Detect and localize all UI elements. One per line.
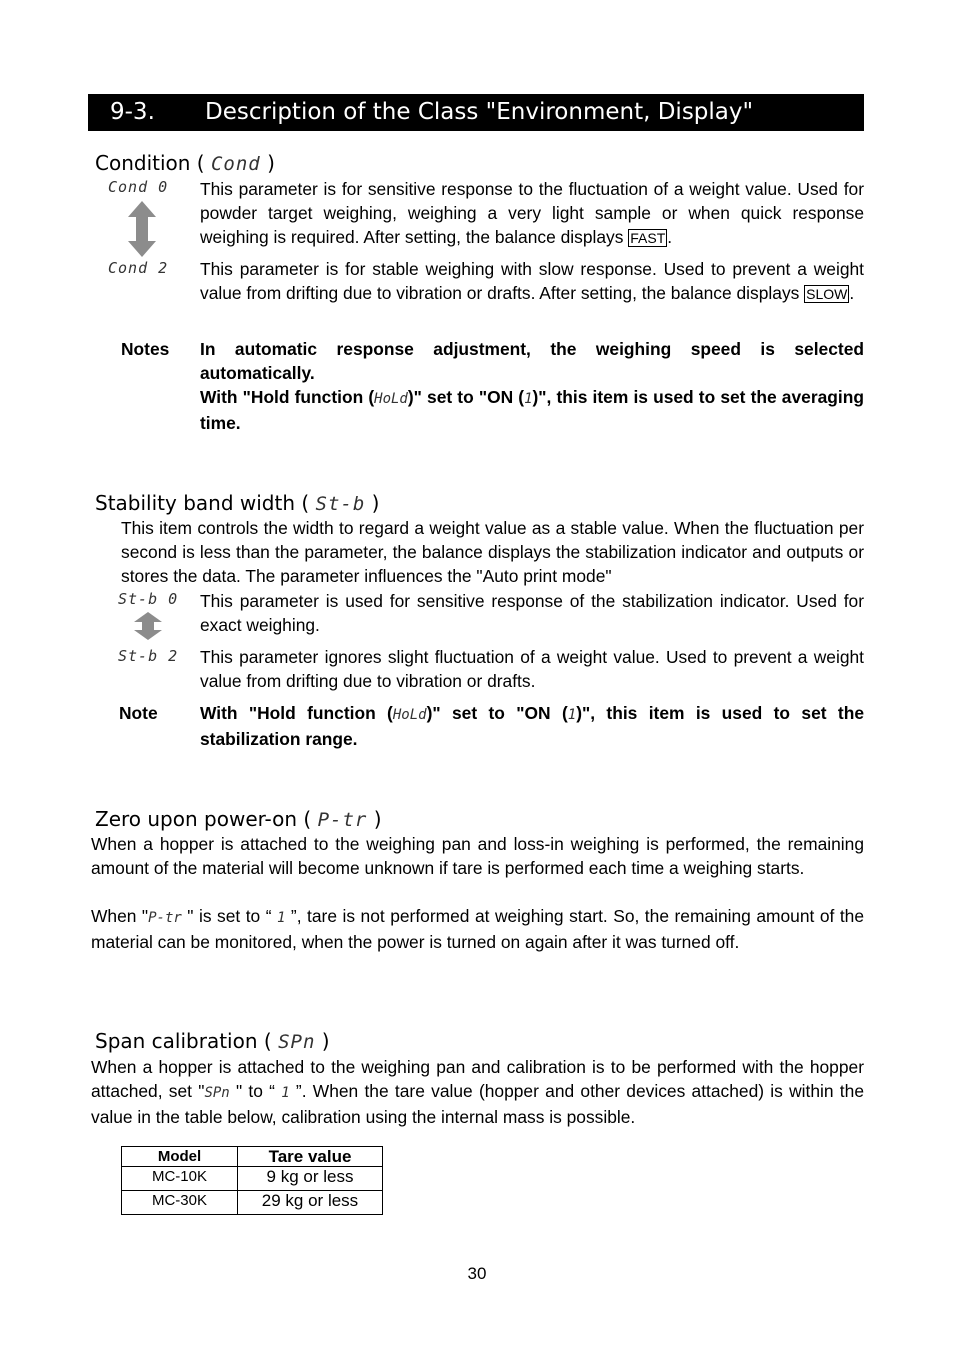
section-title: Description of the Class "Environment, Display" [205,99,754,125]
span-heading: Span calibration ( SPn ) [95,1029,330,1053]
span-paragraph: When a hopper is attached to the weighing pan and calibration is to be performed with the hopper attached, set "SPn " to “ 1 ”. When the tare value (hopper and other devices attached) is within the value in the table below, calibration using the internal mass is possible. [91,1057,864,1127]
span-code: SPn [278,1031,316,1053]
notes-text: In automatic response adjustment, the weighing speed is selected automatically. With "Hold function (HoLd)" set to "ON (1)", this item is used to set the averaging time. [200,339,864,433]
stability-code: St-b [315,493,366,515]
table-row [122,1167,383,1191]
cell-model: MC-30K [122,1191,238,1215]
zero-paragraph-1: When a hopper is attached to the weighing pan and loss-in weighing is performed, the remaining amount of the material will become unknown if tare is performed each time a weighing starts. [91,834,864,878]
on-code: 1 [567,707,577,723]
cond-0-description: This parameter is for sensitive response to the fluctuation of a weight value. Used for powder target weighing, weighing a very light sample or when quick response weighing is required. After setting, the balance displays FAST . [200,179,864,247]
condition-heading: Condition ( Cond ) [95,151,275,175]
table-row [122,1191,383,1215]
cond-2-label: Cond 2 [108,259,169,277]
hold-code: HoLd [392,707,427,723]
double-arrow-icon [132,612,164,640]
zero-code: P-tr [317,809,368,831]
cell-model: MC-10K [122,1167,238,1191]
section-title-bar [88,94,864,131]
on-code: 1 [524,391,533,407]
fast-display: FAST [630,230,666,246]
stb-0-label: St-b 0 [118,590,179,608]
spn-code: SPn [204,1085,230,1101]
hold-code: HoLd [374,391,408,407]
note-text: With "Hold function (HoLd)" set to "ON (1)", this item is used to set the stabilization range. [200,703,864,749]
condition-code: Cond [210,153,261,175]
stb-2-label: St-b 2 [118,647,179,665]
table-header-row [122,1147,383,1167]
zero-heading: Zero upon power-on ( P-tr ) [95,807,382,831]
value-code: 1 [281,1085,290,1101]
tare-table [121,1146,383,1215]
notes-label: Notes [121,339,170,359]
cond-0-label: Cond 0 [108,178,169,196]
double-arrow-icon [126,201,158,257]
note-label: Note [119,703,158,723]
ptr-code: P-tr [148,910,182,926]
stability-intro: This item controls the width to regard a weight value as a stable value. When the fluctuation per second is less than the parameter, the balance displays the stabilization indicator and outputs or stores the data. The parameter influences the "Auto print mode" [121,518,864,586]
header-model: Model [122,1147,238,1167]
page-number: 30 [467,1264,487,1283]
stb-2-description: This parameter ignores slight fluctuation of a weight value. Used to prevent a weight value from drifting due to vibration or drafts. [200,647,864,691]
stb-0-description: This parameter is used for sensitive response of the stabilization indicator. Used for exact weighing. [200,591,864,635]
cell-tare-value: 9 kg or less [238,1167,383,1191]
slow-display: SLOW [806,286,848,302]
zero-paragraph-2: When "P-tr " is set to “ 1 ”, tare is not performed at weighing start. So, the remaining amount of the material can be monitored, when the power is turned on again after it was turned off. [91,906,864,952]
header-tare-value: Tare value [238,1147,383,1167]
cell-tare-value: 29 kg or less [238,1191,383,1215]
section-number: 9-3. [110,99,155,125]
value-code: 1 [276,910,286,926]
stability-heading: Stability band width ( St-b ) [95,491,380,515]
cond-2-description: This parameter is for stable weighing with slow response. Used to prevent a weight value from drifting due to vibration or drafts. After setting, the balance displays SLOW . [200,259,864,303]
